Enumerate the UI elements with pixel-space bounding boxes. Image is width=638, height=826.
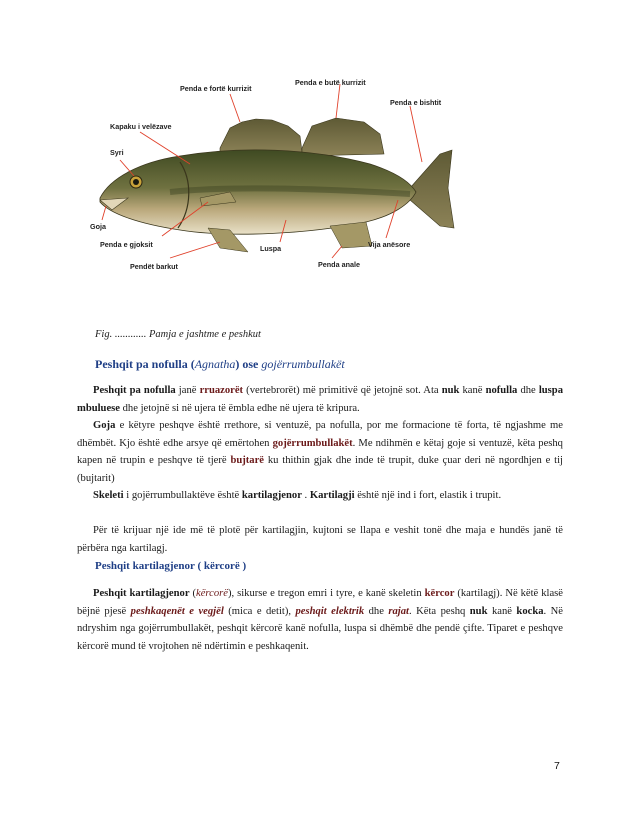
fish-figure xyxy=(80,70,558,290)
heading-part: ) ose xyxy=(235,357,259,371)
heading-part: ( xyxy=(190,357,195,371)
bold-term: luspa mbuluese xyxy=(77,385,563,414)
bold-term: rruazorët xyxy=(199,385,244,396)
text: . xyxy=(301,490,310,501)
text: janë xyxy=(175,385,200,396)
label-dorsal-hard: Penda e fortë kurrizit xyxy=(180,84,252,93)
bold-term: nuk xyxy=(441,385,460,396)
bold-term: Skeleti xyxy=(93,490,124,501)
text: Për të krijuar një ide më të plotë për kartilagjin, kujtoni se llapa e veshit tonë dhe maja e hundës janë të përbëra nga kartilagj. xyxy=(77,525,563,554)
label-scales: Luspa xyxy=(260,244,282,253)
dorsal-hard-fin xyxy=(220,119,302,154)
text: . Në ndryshim nga gojërrumbullakët, peshqit kërcorë kanë nofulla, luspa si dhëmbë dhe pendë çifte. Tiparet e peshqve kërcorë mund të vrojtohen në ndërtimin e peshkaqenit. xyxy=(77,605,563,652)
paragraph-4 xyxy=(77,522,563,557)
italic-term: kërcorë xyxy=(196,588,228,599)
label-anal: Penda anale xyxy=(318,260,360,269)
fish-illustration xyxy=(80,70,558,290)
label-pectoral: Penda e gjoksit xyxy=(100,240,153,249)
text: dhe jetojnë si në ujera të ëmbla edhe në ujera të kripura. xyxy=(119,402,360,414)
heading-part: Peshqit pa nofulla xyxy=(95,357,188,371)
bold-term: Peshqit pa nofulla xyxy=(93,385,176,396)
label-operculum: Kapaku i velëzave xyxy=(110,122,172,131)
text: dhe xyxy=(364,605,389,617)
paragraph-2 xyxy=(77,417,563,487)
page-number: 7 xyxy=(554,760,560,772)
heading-italic: gojërrumbullakët xyxy=(261,357,345,371)
label-dorsal-soft: Penda e butë kurrizit xyxy=(295,78,366,87)
label-eye: Syri xyxy=(110,148,124,157)
label-lateral-line: Vija anësore xyxy=(368,240,411,249)
section-heading-kercore: Peshqit kartilagjenor ( kërcorë ) xyxy=(95,560,247,572)
bold-term: kërcor xyxy=(424,588,455,599)
label-pelvic: Pendët barkut xyxy=(130,262,178,271)
bold-italic-term: rajat xyxy=(388,605,409,617)
bold-term: nofulla xyxy=(485,385,518,396)
text: kanë xyxy=(487,605,517,617)
label-tail: Penda e bishtit xyxy=(390,98,442,107)
bold-term: bujtarë xyxy=(230,455,264,467)
bold-term: kocka xyxy=(516,605,544,617)
text: (mica e detit), xyxy=(223,605,296,617)
text: . Me ndihmën e këtaj goje si ventuzë, këta peshq kapen në trupin e peshqve të tjerë xyxy=(77,437,563,467)
anal-fin xyxy=(330,222,372,248)
tail-fin xyxy=(410,150,454,228)
paragraph-3 xyxy=(77,487,563,505)
label-mouth: Goja xyxy=(90,222,106,231)
text: e këtyre peshqve është rrethore, si ventuzë, pa nofulla, por me formacione të forta, të ngjashme me dhëmbët. Kjo është edhe arsye që emërtohen xyxy=(77,420,563,449)
text: (kartilagj). Në këtë klasë bëjnë pjesë xyxy=(77,588,563,617)
text: dhe xyxy=(517,385,539,396)
paragraph-5 xyxy=(77,585,563,655)
text: . Këta peshq xyxy=(408,605,470,617)
bold-italic-term: peshkaqenët e vegjël xyxy=(130,605,224,617)
bold-term: Peshqit kartilagjenor xyxy=(93,588,190,599)
bold-term: gojërrumbullakët xyxy=(272,437,353,449)
text: është një ind i fort, elastik i trupit. xyxy=(354,490,502,501)
bold-term: kartilagjenor xyxy=(241,490,302,501)
bold-italic-term: peshqit elektrik xyxy=(295,605,365,617)
text: ku thithin gjak dhe inde të trupit, duke çuar deri në ngordhjen e tij (bujtarit) xyxy=(77,455,563,484)
figure-caption: Fig. ............ Pamja e jashtme e peshkut xyxy=(95,329,261,340)
text: i gojërrumbullaktëve është xyxy=(123,490,242,501)
heading-latin: Agnatha xyxy=(194,357,236,371)
bold-term: nuk xyxy=(469,605,488,617)
section-heading-agnatha xyxy=(95,357,345,372)
bold-term: Goja xyxy=(93,420,116,431)
text: ), sikurse e tregon emri i tyre, e kanë skeletin xyxy=(227,588,425,599)
text: ( xyxy=(189,588,197,599)
text: kanë xyxy=(459,385,486,396)
bold-term: Kartilagji xyxy=(309,490,355,501)
dorsal-soft-fin xyxy=(302,118,384,156)
text: (vertebrorët) më primitivë që jetojnë sot. Ata xyxy=(243,385,442,396)
paragraph-1 xyxy=(77,382,563,417)
